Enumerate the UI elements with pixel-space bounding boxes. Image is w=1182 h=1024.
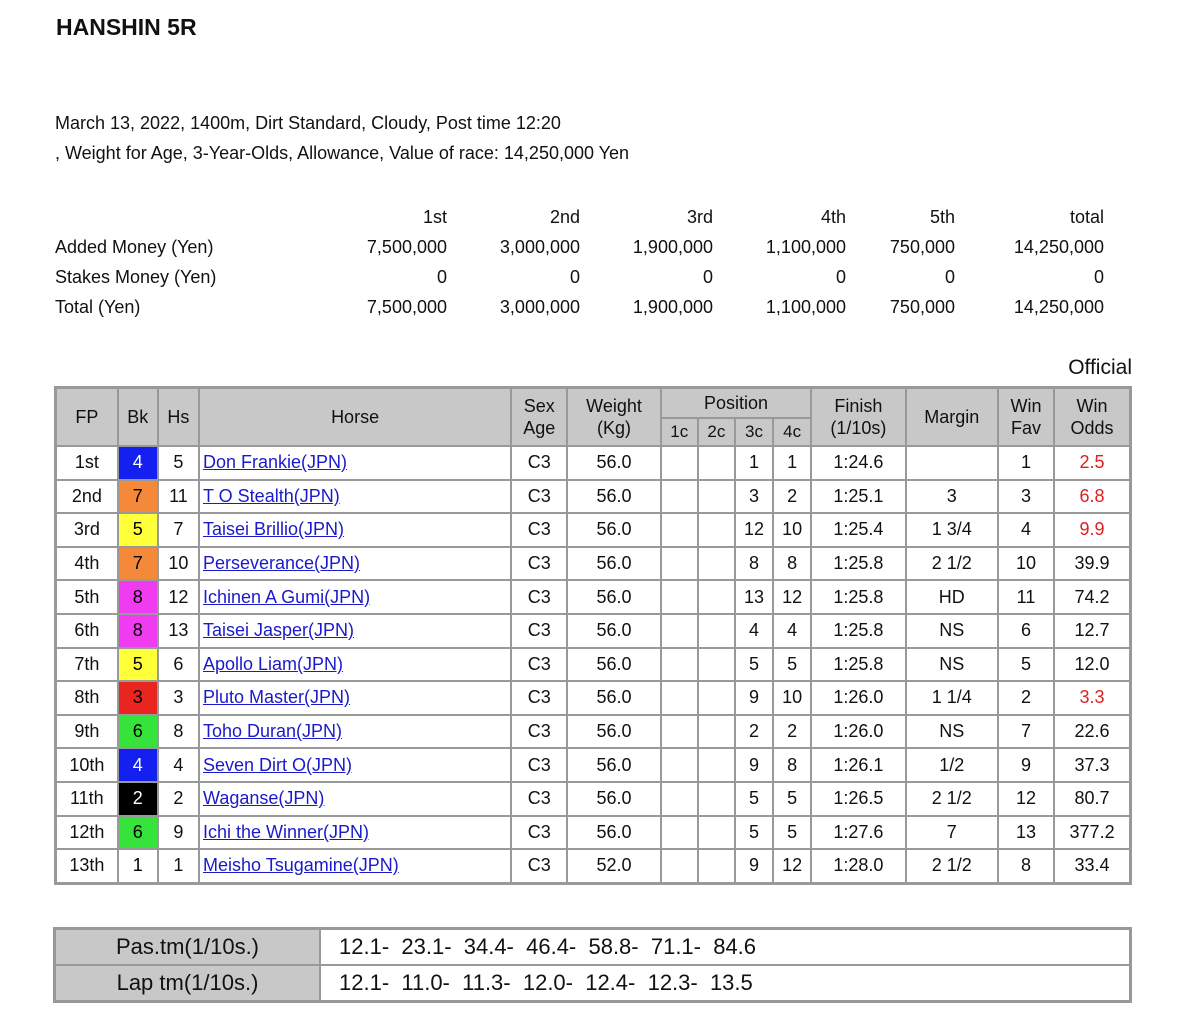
pas-time-values: 12.1- 23.1- 34.4- 46.4- 58.8- 71.1- 84.6 [320, 929, 1131, 966]
position-4c-cell: 12 [773, 580, 811, 614]
prize-value: 0 [702, 266, 713, 287]
finish-time-cell: 1:26.1 [811, 748, 905, 782]
col-header-fp: FP [56, 388, 118, 447]
result-row [56, 547, 1131, 581]
horse-number-cell: 5 [158, 446, 199, 480]
prize-value: 0 [835, 266, 846, 287]
prize-header-cell: 4th [820, 206, 846, 227]
horse-link[interactable]: T O Stealth(JPN) [203, 485, 340, 506]
win-fav-cell: 8 [998, 849, 1054, 883]
position-4c-cell: 2 [773, 480, 811, 514]
margin-cell [906, 446, 998, 480]
margin-cell: HD [906, 580, 998, 614]
horse-link[interactable]: Toho Duran(JPN) [203, 721, 343, 742]
result-row [56, 648, 1131, 682]
horse-link[interactable]: Taisei Jasper(JPN) [203, 620, 355, 641]
official-label: Official [1068, 356, 1132, 379]
position-1c-cell [661, 715, 698, 749]
prize-value: 0 [1093, 266, 1104, 287]
prize-value: 3,000,000 [499, 236, 580, 257]
bracket-cell: 2 [118, 782, 158, 816]
position-2c-cell [698, 547, 735, 581]
col-header-weight-unit: (Kg) [597, 418, 632, 438]
result-row [56, 849, 1131, 883]
col-header-4c: 4c [773, 418, 811, 446]
col-header-1c: 1c [661, 418, 698, 446]
weight-cell: 52.0 [567, 849, 660, 883]
result-row [56, 681, 1131, 715]
horse-number-cell: 11 [158, 480, 199, 514]
position-2c-cell [698, 849, 735, 883]
position-2c-cell [698, 446, 735, 480]
position-4c-cell: 10 [773, 681, 811, 715]
margin-cell: NS [906, 648, 998, 682]
win-fav-cell: 12 [998, 782, 1054, 816]
col-header-win-label: Win [1010, 396, 1042, 416]
result-row [56, 513, 1131, 547]
horse-number-cell: 1 [158, 849, 199, 883]
finish-time-cell: 1:27.6 [811, 816, 905, 850]
weight-cell: 56.0 [567, 513, 660, 547]
position-3c-cell: 3 [735, 480, 773, 514]
weight-cell: 56.0 [567, 782, 660, 816]
position-2c-cell [698, 480, 735, 514]
horse-number-cell: 10 [158, 547, 199, 581]
position-3c-cell: 5 [735, 648, 773, 682]
win-odds-cell: 2.5 [1054, 446, 1130, 480]
horse-number-cell: 3 [158, 681, 199, 715]
finish-time-cell: 1:25.8 [811, 648, 905, 682]
col-header-sex: Sex [523, 396, 555, 416]
prize-row [52, 262, 1104, 292]
position-3c-cell: 2 [735, 715, 773, 749]
prize-value: 0 [944, 266, 955, 287]
bracket-cell: 7 [118, 547, 158, 581]
win-odds-cell: 39.9 [1054, 547, 1130, 581]
horse-name-cell [199, 614, 511, 648]
weight-cell: 56.0 [567, 480, 660, 514]
prize-value: 14,250,000 [1013, 296, 1104, 317]
position-2c-cell [698, 748, 735, 782]
prize-row [52, 232, 1104, 262]
finish-time-cell: 1:25.8 [811, 614, 905, 648]
position-2c-cell [698, 782, 735, 816]
horse-link[interactable]: Don Frankie(JPN) [203, 452, 348, 473]
win-fav-cell: 13 [998, 816, 1054, 850]
fp-cell: 10th [56, 748, 118, 782]
col-header-fav-label: Fav [1011, 418, 1042, 438]
win-fav-cell: 7 [998, 715, 1054, 749]
prize-header-cell: 1st [422, 206, 447, 227]
race-info-line-2: , Weight for Age, 3-Year-Olds, Allowance, Value of race: 14,250,000 Yen [55, 143, 630, 163]
position-4c-cell: 10 [773, 513, 811, 547]
bracket-cell: 4 [118, 446, 158, 480]
horse-name-cell [199, 681, 511, 715]
col-header-finish [811, 388, 905, 447]
horse-link[interactable]: Perseverance(JPN) [203, 553, 361, 574]
bracket-cell: 7 [118, 480, 158, 514]
horse-number-cell: 2 [158, 782, 199, 816]
weight-cell: 56.0 [567, 816, 660, 850]
position-2c-cell [698, 681, 735, 715]
prize-row [52, 292, 1104, 322]
win-fav-cell: 1 [998, 446, 1054, 480]
sex-age-cell: C3 [511, 614, 567, 648]
horse-link[interactable]: Seven Dirt O(JPN) [203, 754, 353, 775]
col-header-2c: 2c [698, 418, 735, 446]
horse-link[interactable]: Waganse(JPN) [203, 788, 325, 809]
horse-name-cell [199, 446, 511, 480]
bracket-cell: 4 [118, 748, 158, 782]
col-header-win-odds [1054, 388, 1130, 447]
win-fav-cell: 2 [998, 681, 1054, 715]
weight-cell: 56.0 [567, 748, 660, 782]
sex-age-cell: C3 [511, 748, 567, 782]
prize-value: 1,100,000 [765, 296, 846, 317]
result-row [56, 715, 1131, 749]
sex-age-cell: C3 [511, 513, 567, 547]
position-3c-cell: 9 [735, 849, 773, 883]
win-odds-cell: 74.2 [1054, 580, 1130, 614]
position-2c-cell [698, 513, 735, 547]
col-header-position: Position [661, 388, 812, 419]
horse-link[interactable]: Meisho Tsugamine(JPN) [203, 855, 399, 876]
prize-row-label: Total (Yen) [55, 296, 141, 317]
horse-number-cell: 8 [158, 715, 199, 749]
win-fav-cell: 3 [998, 480, 1054, 514]
fp-cell: 8th [56, 681, 118, 715]
margin-cell: NS [906, 614, 998, 648]
fp-cell: 3rd [56, 513, 118, 547]
margin-cell: 3 [906, 480, 998, 514]
horse-name-cell [199, 849, 511, 883]
horse-name-cell [199, 748, 511, 782]
fp-cell: 6th [56, 614, 118, 648]
lap-time-values: 12.1- 11.0- 11.3- 12.0- 12.4- 12.3- 13.5 [320, 965, 1131, 1002]
bracket-cell: 6 [118, 816, 158, 850]
prize-value: 750,000 [889, 236, 955, 257]
col-header-age: Age [523, 418, 556, 438]
margin-cell: 1/2 [906, 748, 998, 782]
lap-time-label: Lap tm(1/10s.) [55, 965, 321, 1002]
win-odds-cell: 12.7 [1054, 614, 1130, 648]
sex-age-cell: C3 [511, 849, 567, 883]
position-2c-cell [698, 816, 735, 850]
finish-time-cell: 1:25.8 [811, 580, 905, 614]
fp-cell: 5th [56, 580, 118, 614]
horse-name-cell [199, 648, 511, 682]
horse-name-cell [199, 580, 511, 614]
prize-value: 0 [436, 266, 447, 287]
prize-row-label: Added Money (Yen) [55, 236, 214, 257]
horse-number-cell: 4 [158, 748, 199, 782]
sex-age-cell: C3 [511, 782, 567, 816]
position-3c-cell: 1 [735, 446, 773, 480]
position-4c-cell: 2 [773, 715, 811, 749]
col-header-sex-age [511, 388, 567, 447]
sex-age-cell: C3 [511, 480, 567, 514]
bracket-cell: 1 [118, 849, 158, 883]
position-1c-cell [661, 648, 698, 682]
fp-cell: 2nd [56, 480, 118, 514]
position-1c-cell [661, 849, 698, 883]
position-4c-cell: 5 [773, 816, 811, 850]
horse-number-cell: 13 [158, 614, 199, 648]
col-header-win-fav [998, 388, 1054, 447]
col-header-hs: Hs [158, 388, 199, 447]
result-row [56, 816, 1131, 850]
position-4c-cell: 8 [773, 547, 811, 581]
fp-cell: 12th [56, 816, 118, 850]
fp-cell: 9th [56, 715, 118, 749]
position-1c-cell [661, 681, 698, 715]
position-2c-cell [698, 715, 735, 749]
position-3c-cell: 5 [735, 782, 773, 816]
horse-link[interactable]: Apollo Liam(JPN) [203, 653, 344, 674]
margin-cell: NS [906, 715, 998, 749]
pas-time-label: Pas.tm(1/10s.) [55, 929, 321, 966]
win-fav-cell: 6 [998, 614, 1054, 648]
col-header-horse: Horse [199, 388, 511, 447]
horse-name-cell [199, 816, 511, 850]
fp-cell: 13th [56, 849, 118, 883]
weight-cell: 56.0 [567, 547, 660, 581]
col-header-weight [567, 388, 660, 447]
position-1c-cell [661, 580, 698, 614]
position-1c-cell [661, 614, 698, 648]
prize-row-label: Stakes Money (Yen) [55, 266, 217, 287]
bracket-cell: 8 [118, 580, 158, 614]
win-fav-cell: 9 [998, 748, 1054, 782]
prize-header-cell: 2nd [549, 206, 580, 227]
weight-cell: 56.0 [567, 715, 660, 749]
position-3c-cell: 13 [735, 580, 773, 614]
finish-time-cell: 1:25.8 [811, 547, 905, 581]
results-table [54, 386, 1132, 885]
bracket-cell: 5 [118, 513, 158, 547]
fp-cell: 11th [56, 782, 118, 816]
fp-cell: 4th [56, 547, 118, 581]
position-3c-cell: 9 [735, 681, 773, 715]
position-3c-cell: 12 [735, 513, 773, 547]
win-odds-cell: 37.3 [1054, 748, 1130, 782]
col-header-3c: 3c [735, 418, 773, 446]
sex-age-cell: C3 [511, 580, 567, 614]
weight-cell: 56.0 [567, 580, 660, 614]
sex-age-cell: C3 [511, 816, 567, 850]
result-row [56, 748, 1131, 782]
win-odds-cell: 9.9 [1054, 513, 1130, 547]
position-2c-cell [698, 648, 735, 682]
sex-age-cell: C3 [511, 648, 567, 682]
prize-money-table [52, 202, 1104, 322]
sex-age-cell: C3 [511, 547, 567, 581]
result-row [56, 614, 1131, 648]
win-fav-cell: 10 [998, 547, 1054, 581]
fp-cell: 7th [56, 648, 118, 682]
win-fav-cell: 11 [998, 580, 1054, 614]
sex-age-cell: C3 [511, 446, 567, 480]
weight-cell: 56.0 [567, 648, 660, 682]
passing-times-table [53, 927, 1132, 1003]
prize-value: 0 [569, 266, 580, 287]
race-info-line-1: March 13, 2022, 1400m, Dirt Standard, Cloudy, Post time 12:20 [55, 113, 561, 133]
col-header-bk: Bk [118, 388, 158, 447]
horse-link[interactable]: Ichi the Winner(JPN) [203, 821, 370, 842]
bracket-cell: 5 [118, 648, 158, 682]
horse-number-cell: 9 [158, 816, 199, 850]
position-4c-cell: 1 [773, 446, 811, 480]
position-3c-cell: 8 [735, 547, 773, 581]
col-header-finish-label: Finish [834, 396, 883, 416]
finish-time-cell: 1:24.6 [811, 446, 905, 480]
prize-header-blank [52, 202, 305, 232]
win-odds-cell: 12.0 [1054, 648, 1130, 682]
win-fav-cell: 4 [998, 513, 1054, 547]
horse-name-cell [199, 513, 511, 547]
prize-value: 750,000 [889, 296, 955, 317]
horse-name-cell [199, 480, 511, 514]
finish-time-cell: 1:28.0 [811, 849, 905, 883]
prize-value: 14,250,000 [1013, 236, 1104, 257]
position-3c-cell: 9 [735, 748, 773, 782]
prize-value: 1,900,000 [632, 296, 713, 317]
margin-cell: 2 1/2 [906, 782, 998, 816]
position-4c-cell: 5 [773, 782, 811, 816]
horse-link[interactable]: Ichinen A Gumi(JPN) [203, 586, 371, 607]
result-row [56, 480, 1131, 514]
col-header-win-label-2: Win [1076, 396, 1108, 416]
position-1c-cell [661, 513, 698, 547]
prize-value: 7,500,000 [366, 236, 447, 257]
prize-header-cell: total [1069, 206, 1104, 227]
position-4c-cell: 5 [773, 648, 811, 682]
horse-name-cell [199, 547, 511, 581]
win-odds-cell: 3.3 [1054, 681, 1130, 715]
col-header-weight-label: Weight [586, 396, 642, 416]
result-row [56, 580, 1131, 614]
prize-header-cell: 5th [929, 206, 955, 227]
margin-cell: 2 1/2 [906, 849, 998, 883]
prize-header-cell: 3rd [686, 206, 713, 227]
weight-cell: 56.0 [567, 614, 660, 648]
position-1c-cell [661, 782, 698, 816]
finish-time-cell: 1:26.5 [811, 782, 905, 816]
col-header-finish-unit: (1/10s) [830, 418, 887, 438]
horse-number-cell: 6 [158, 648, 199, 682]
sex-age-cell: C3 [511, 715, 567, 749]
horse-name-cell [199, 715, 511, 749]
prize-value: 3,000,000 [499, 296, 580, 317]
win-odds-cell: 377.2 [1054, 816, 1130, 850]
horse-link[interactable]: Taisei Brillio(JPN) [203, 519, 345, 540]
prize-value: 1,100,000 [765, 236, 846, 257]
position-1c-cell [661, 446, 698, 480]
horse-number-cell: 12 [158, 580, 199, 614]
position-4c-cell: 8 [773, 748, 811, 782]
sex-age-cell: C3 [511, 681, 567, 715]
margin-cell: 1 1/4 [906, 681, 998, 715]
win-odds-cell: 80.7 [1054, 782, 1130, 816]
position-4c-cell: 12 [773, 849, 811, 883]
finish-time-cell: 1:26.0 [811, 681, 905, 715]
result-row [56, 446, 1131, 480]
position-3c-cell: 5 [735, 816, 773, 850]
finish-time-cell: 1:25.4 [811, 513, 905, 547]
race-title: HANSHIN 5R [56, 14, 197, 40]
position-3c-cell: 4 [735, 614, 773, 648]
bracket-cell: 6 [118, 715, 158, 749]
col-header-odds-label: Odds [1070, 418, 1114, 438]
position-2c-cell [698, 580, 735, 614]
position-2c-cell [698, 614, 735, 648]
bracket-cell: 3 [118, 681, 158, 715]
bracket-cell: 8 [118, 614, 158, 648]
position-1c-cell [661, 748, 698, 782]
prize-value: 1,900,000 [632, 236, 713, 257]
prize-value: 7,500,000 [366, 296, 447, 317]
win-fav-cell: 5 [998, 648, 1054, 682]
finish-time-cell: 1:26.0 [811, 715, 905, 749]
result-row [56, 782, 1131, 816]
win-odds-cell: 22.6 [1054, 715, 1130, 749]
margin-cell: 2 1/2 [906, 547, 998, 581]
finish-time-cell: 1:25.1 [811, 480, 905, 514]
horse-link[interactable]: Pluto Master(JPN) [203, 687, 351, 708]
margin-cell: 7 [906, 816, 998, 850]
win-odds-cell: 6.8 [1054, 480, 1130, 514]
weight-cell: 56.0 [567, 446, 660, 480]
weight-cell: 56.0 [567, 681, 660, 715]
margin-cell: 1 3/4 [906, 513, 998, 547]
position-4c-cell: 4 [773, 614, 811, 648]
position-1c-cell [661, 816, 698, 850]
fp-cell: 1st [56, 446, 118, 480]
col-header-margin: Margin [906, 388, 998, 447]
win-odds-cell: 33.4 [1054, 849, 1130, 883]
position-1c-cell [661, 480, 698, 514]
position-1c-cell [661, 547, 698, 581]
horse-name-cell [199, 782, 511, 816]
horse-number-cell: 7 [158, 513, 199, 547]
